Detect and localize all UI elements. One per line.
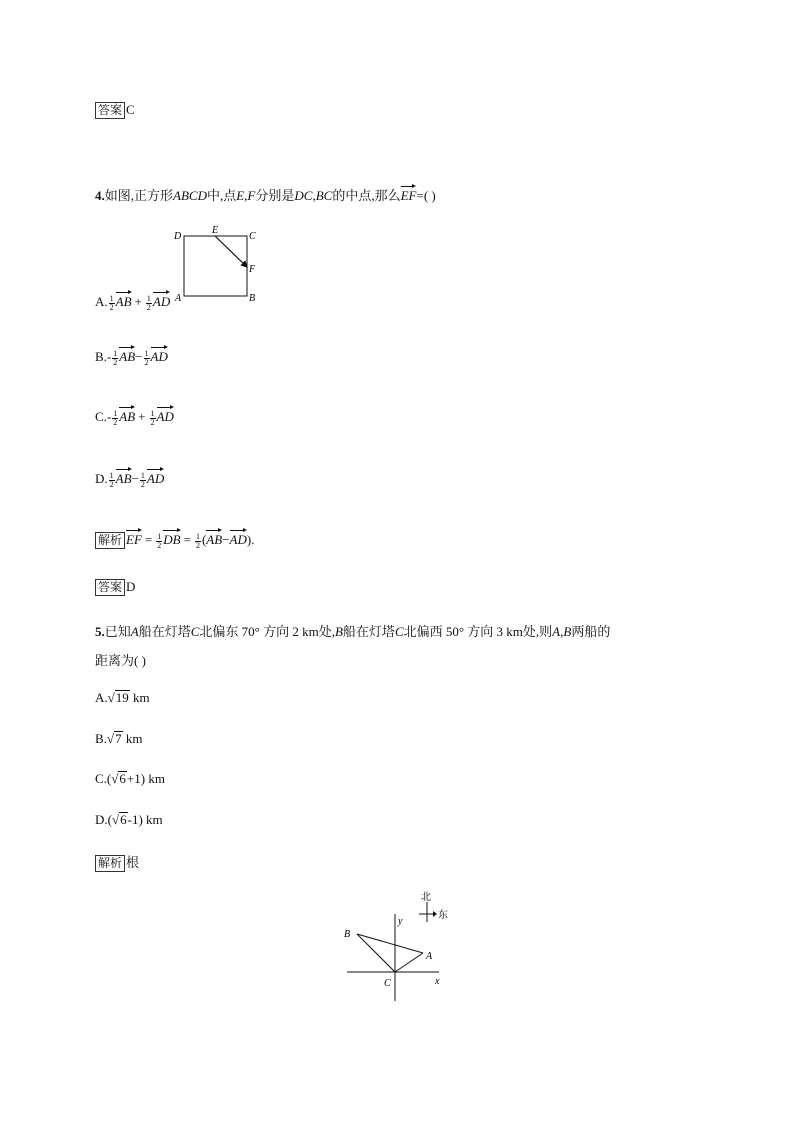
vector-ad: AD (153, 290, 170, 310)
stem-var: B (334, 624, 343, 639)
stem-var: A,B (552, 624, 572, 639)
stem-text: 如图,正方形 (104, 188, 174, 203)
vector-ab: AB (119, 405, 135, 425)
frac-num: 1 (113, 348, 118, 358)
option-pre: ( (107, 812, 112, 827)
stem-var: C (190, 624, 200, 639)
stem-text: 北偏西 50° 方向 3 km处,则 (403, 624, 553, 639)
stem-var: C (394, 624, 404, 639)
frac-den: 2 (146, 302, 151, 312)
square-outline (184, 236, 247, 296)
operator: + (134, 294, 142, 309)
option-b[interactable] (95, 345, 168, 367)
compass-arrow-icon (433, 911, 437, 917)
frac-num: 1 (144, 348, 149, 358)
vector-ef: EF (126, 528, 142, 548)
sqrt-icon: √ (111, 771, 119, 786)
fraction-half (112, 350, 118, 367)
sqrt-icon: √ (107, 690, 115, 705)
option-c[interactable] (95, 405, 174, 427)
operator: − (135, 349, 143, 364)
vector-db: DB (163, 528, 180, 548)
question-number: 5. (95, 624, 105, 639)
fraction-half (112, 410, 118, 427)
frac-num: 1 (109, 470, 114, 480)
question-5-stem-line2 (95, 650, 146, 669)
label-a: A (175, 293, 182, 304)
vector-ab: AB (206, 528, 222, 548)
answer-value: C (126, 102, 135, 117)
option-d[interactable] (95, 467, 164, 489)
option-letter: B. (95, 349, 107, 364)
frac-den: 2 (195, 540, 200, 550)
label-e: E (212, 225, 219, 236)
frac-num: 1 (195, 531, 200, 541)
label-d: D (174, 231, 182, 242)
vector-ad: AD (151, 345, 168, 365)
option-letter: B. (95, 731, 107, 746)
frac-den: 2 (109, 302, 114, 312)
option-letter: C. (95, 771, 107, 786)
answer-tag: 答案 (95, 102, 125, 119)
stem-text: =( ) (416, 188, 436, 203)
stem-var: E,F (236, 188, 256, 203)
frac-den: 2 (157, 540, 162, 550)
vector-ab: AB (116, 467, 132, 487)
point-a-label: A (426, 951, 433, 962)
frac-den: 2 (113, 357, 118, 367)
vector-ef: EF (401, 184, 417, 204)
question-5-stem (95, 621, 610, 640)
paren: ). (246, 532, 255, 547)
stem-text: 船在灯塔 (342, 624, 395, 639)
fraction-half (156, 533, 162, 550)
radicand: 6 (119, 771, 126, 786)
frac-den: 2 (144, 357, 149, 367)
point-c-label: C (384, 978, 391, 989)
option-sign: - (106, 409, 112, 424)
operator: = (144, 532, 153, 547)
option-letter: D. (95, 471, 108, 486)
option-post: +1) km (126, 771, 165, 786)
frac-num: 1 (150, 408, 155, 418)
operator: = (183, 532, 191, 547)
analysis-text: 根 (126, 855, 140, 870)
vector-ad: AD (147, 467, 164, 487)
stem-text: 距离为( ) (95, 653, 146, 668)
operator: + (138, 409, 146, 424)
paren: ( (201, 532, 207, 547)
radicand: 19 (115, 690, 129, 705)
option-letter: A. (95, 294, 108, 309)
option-letter: D. (95, 812, 108, 827)
label-c: C (249, 231, 256, 242)
frac-den: 2 (113, 417, 118, 427)
question-number: 4. (95, 188, 105, 203)
label-b: B (249, 293, 256, 304)
option-c[interactable] (95, 771, 165, 787)
vector-ab: AB (116, 290, 132, 310)
operator: − (222, 532, 230, 547)
fraction-half (140, 472, 146, 489)
bearing-figure (335, 888, 460, 1008)
frac-den: 2 (109, 479, 114, 489)
stem-text: 北偏东 70° 方向 2 km处, (199, 624, 335, 639)
option-b[interactable] (95, 731, 142, 747)
answer-row-q3 (95, 102, 135, 119)
y-axis-label: y (398, 916, 403, 927)
analysis-tag: 解析 (95, 855, 125, 872)
stem-text: 船在灯塔 (138, 624, 191, 639)
stem-text: 两船的 (571, 624, 611, 639)
option-a[interactable] (95, 290, 170, 312)
stem-text: 中,点 (206, 188, 237, 203)
vector-ad: AD (157, 405, 174, 425)
stem-var: DC (294, 188, 313, 203)
analysis-tag: 解析 (95, 532, 125, 549)
stem-var: ABCD (173, 188, 207, 203)
option-post: km (129, 690, 150, 705)
option-letter: C. (95, 409, 107, 424)
radicand: 6 (120, 812, 127, 827)
sqrt-icon: √ (106, 731, 115, 746)
stem-text: , (312, 188, 316, 203)
fraction-half (150, 410, 156, 427)
point-b-label: B (344, 929, 351, 940)
option-a[interactable] (95, 690, 150, 706)
fraction-half (109, 295, 115, 312)
x-axis-label: x (435, 976, 440, 987)
answer-value: D (126, 579, 136, 594)
stem-text: 分别是 (255, 188, 295, 203)
answer-row-q4 (95, 579, 135, 596)
analysis-q4 (95, 528, 254, 550)
frac-den: 2 (150, 417, 155, 427)
frac-num: 1 (113, 408, 118, 418)
fraction-half (144, 350, 150, 367)
segment-ca (395, 953, 423, 972)
stem-text: 的中点,那么 (332, 188, 401, 203)
option-pre: ( (106, 771, 112, 786)
frac-num: 1 (157, 531, 162, 541)
answer-tag: 答案 (95, 579, 125, 596)
operator: − (131, 471, 139, 486)
stem-text: 已知 (104, 624, 131, 639)
fraction-half (195, 533, 201, 550)
label-f: F (249, 264, 256, 275)
option-post: km (122, 731, 143, 746)
option-sign: - (106, 349, 112, 364)
option-d[interactable] (95, 812, 163, 828)
vector-ad: AD (230, 528, 247, 548)
sqrt-icon: √ (111, 812, 120, 827)
question-4-stem (95, 184, 436, 204)
vector-ef-arrow (215, 236, 247, 267)
frac-num: 1 (140, 470, 145, 480)
frac-num: 1 (109, 293, 114, 303)
option-post: -1) km (127, 812, 163, 827)
square-figure (170, 222, 270, 308)
frac-num: 1 (146, 293, 151, 303)
compass-east-label: 东 (438, 910, 448, 921)
frac-den: 2 (140, 479, 145, 489)
fraction-half (146, 295, 152, 312)
stem-var: A (130, 624, 139, 639)
analysis-q5 (95, 852, 139, 872)
fraction-half (109, 472, 115, 489)
option-letter: A. (95, 690, 108, 705)
vector-ab: AB (119, 345, 135, 365)
stem-var: BC (315, 188, 333, 203)
compass-north-label: 北 (421, 892, 431, 903)
radicand: 7 (115, 731, 122, 746)
